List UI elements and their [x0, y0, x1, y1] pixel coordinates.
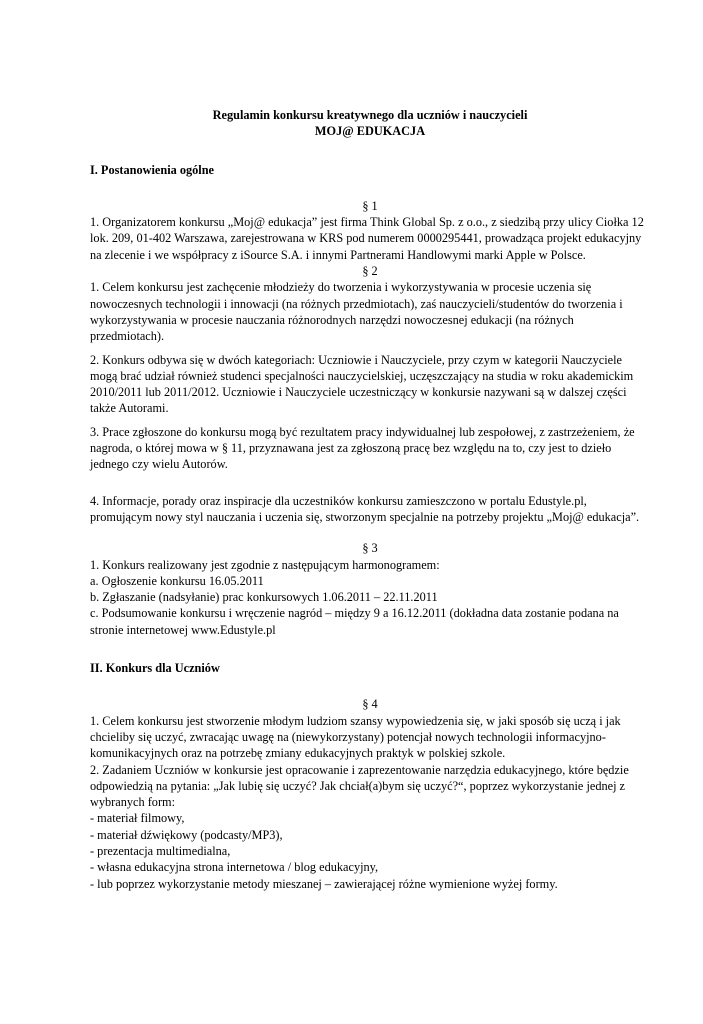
paragraph-2-point-2: 2. Konkurs odbywa się w dwóch kategoriach: Uczniowie i Nauczyciele, przy czym w kategorii Nauczyciele mogą brać udział również studenci specjalności nauczycielskiej, uczęszczający na studia w roku akademickim 2010/2011 lub 2011/2012. Uczniowie i Nauczyciele uczestniczący w konkursie nazywani są w dalszej części także Autorami. [90, 352, 634, 416]
schedule-item-b: b. Zgłaszanie (nadsyłanie) prac konkursowych 1.06.2011 – 22.11.2011 [90, 590, 438, 605]
title-line-1: Regulamin konkursu kreatywnego dla uczniów i nauczycieli [212, 108, 528, 122]
forms-list [90, 810, 650, 891]
paragraph-symbol-1: § 1 [362, 198, 378, 213]
paragraph-symbol-2: § 2 [362, 264, 378, 279]
list-item: - materiał dźwiękowy (podcasty/MP3), [90, 827, 283, 842]
paragraph-3-point-1: 1. Konkurs realizowany jest zgodnie z następującym harmonogramem: [90, 557, 440, 572]
paragraph-symbol-4: § 4 [362, 697, 378, 712]
list-item: - prezentacja multimedialna, [90, 843, 231, 858]
paragraph-4-point-2: 2. Zadaniem Uczniów w konkursie jest opracowanie i zaprezentowanie narzędzia edukacyjnego, które będzie odpowiedzią na pytania: „Jak lubię się uczyć? Jak chciał(a)bym się uczyć?“, poprzez wykorzystanie jednej z wybranych form: [90, 762, 629, 810]
document-page [90, 107, 650, 892]
paragraph-2-point-3: 3. Prace zgłoszone do konkursu mogą być rezultatem pracy indywidualnej lub zespołowej, z zastrzeżeniem, że nagroda, o której mowa w § 11, przyznawana jest za zgłoszoną pracę bez względu na to, czy jest to dzieło jednego czy wielu Autorów. [90, 424, 635, 472]
list-item: - własna edukacyjna strona internetowa / blog edukacyjny, [90, 860, 379, 875]
paragraph-2-point-1: 1. Celem konkursu jest zachęcenie młodzieży do tworzenia i wykorzystywania w procesie uczenia się nowoczesnych technologii i innowacji (na różnych przedmiotach), zaś nauczycieli/studentów do tworzenia i wykorzystywania w procesie nauczania różnorodnych narzędzi nowoczesnej edukacji (na różnych przedmiotach). [90, 280, 623, 344]
paragraph-1-point-1: 1. Organizatorem konkursu „Moj@ edukacja” jest firma Think Global Sp. z o.o., z siedzibą przy ulicy Ciołka 12 lok. 209, 01-402 Warszawa, zarejestrowana w KRS pod numerem 0000295441, prowadząca projekt edukacyjny na zlecenie i we współpracy z iSource S.A. i innymi Partnerami Handlowymi marki Apple w Polsce. [90, 215, 644, 262]
paragraph-2-point-4: 4. Informacje, porady oraz inspiracje dla uczestników konkursu zamieszczono w portalu Edustyle.pl, promującym nowy styl nauczania i uczenia się, stworzonym specjalnie na potrzeby projektu „Moj@ edukacja”. [90, 493, 640, 524]
paragraph-4-point-1: 1. Celem konkursu jest stworzenie młodym ludziom szansy wypowiedzenia się, w jaki sposób się uczą i jak chcieliby się uczyć, zwracając uwagę na (niewykorzystany) potencjał nowych technologii informacyjno-komunikacyjnych oraz na potrzebę zmiany edukacyjnych praktyk w polskiej szkole. [90, 713, 621, 761]
section-heading-general: I. Postanowienia ogólne [90, 162, 215, 177]
list-item: - lub poprzez wykorzystanie metody mieszanej – zawierającej różne wymienione wyżej formy. [90, 876, 558, 891]
list-item: - materiał filmowy, [90, 811, 185, 826]
title-line-2: MOJ@ EDUKACJA [314, 124, 426, 139]
section-heading-students: II. Konkurs dla Uczniów [90, 661, 220, 676]
paragraph-symbol-3: § 3 [362, 541, 378, 556]
schedule-item-c: c. Podsumowanie konkursu i wręczenie nagród – między 9 a 16.12.2011 (dokładna data zostanie podana na stronie internetowej www.Edustyle.pl [90, 606, 619, 637]
schedule-item-a: a. Ogłoszenie konkursu 16.05.2011 [90, 573, 264, 588]
document-title [90, 107, 650, 140]
